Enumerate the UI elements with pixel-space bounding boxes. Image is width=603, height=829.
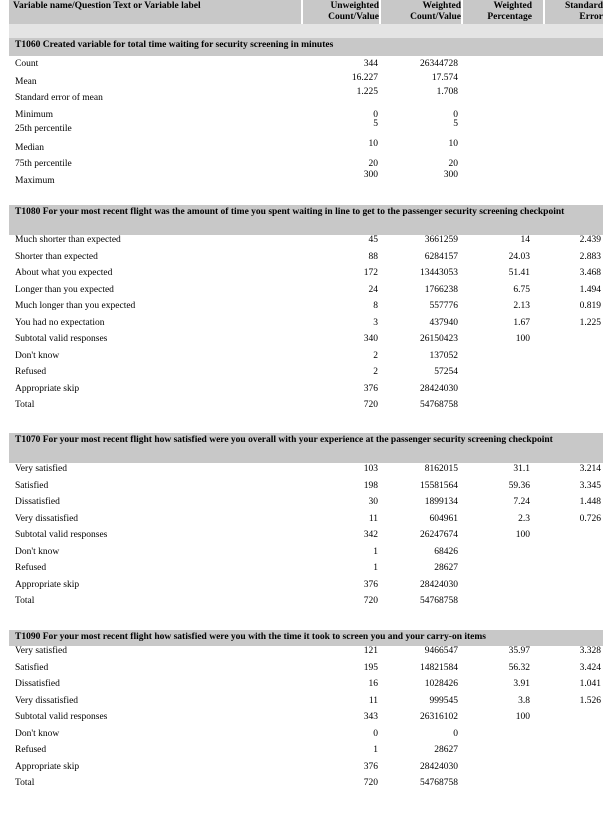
weighted-count: 5 [453,119,458,129]
table-row [0,497,603,513]
section-title: T1080 For your most recent flight was the amount of time you spent waiting in line to get to the passenger security screening checkpoint [9,205,603,235]
standard-error: 3.424 [579,662,601,673]
table-row [0,139,603,159]
row-label: Much shorter than expected [15,235,121,245]
table-row [0,400,603,416]
table-row [0,170,603,192]
unweighted-count: 24 [368,284,378,295]
standard-error: 2.883 [579,251,601,262]
weighted-percentage: 3.91 [513,679,530,689]
weighted-percentage: 1.67 [513,317,530,328]
unweighted-count: 198 [363,480,378,491]
weighted-percentage: 59.36 [508,480,530,491]
table-header [9,0,603,24]
weighted-count: 9466547 [424,646,458,656]
row-label: Satisfied [15,480,49,491]
weighted-percentage: 7.24 [513,497,530,507]
header-weighted-count: Weighted Count/Value [381,0,461,24]
table-row [0,696,603,712]
table-row [0,646,603,662]
table-row [0,384,603,400]
table-row [0,351,603,367]
unweighted-count: 376 [363,761,378,772]
section-title: T1060 Created variable for total time waiting for security screening in minutes [9,38,603,56]
unweighted-count: 342 [363,530,378,540]
table-row [0,285,603,301]
row-label: Count [15,59,39,69]
unweighted-count: 1 [373,546,378,557]
row-label: Subtotal valid responses [15,530,108,540]
row-label: Mean [15,77,37,87]
weighted-count: 17.574 [431,73,458,83]
table-row [0,301,603,317]
weighted-count: 13443053 [420,268,458,278]
table-row [0,729,603,745]
unweighted-count: 1 [373,745,378,755]
weighted-count: 1028426 [424,679,458,689]
weighted-percentage: 14 [520,235,530,245]
weighted-percentage: 3.8 [518,695,530,706]
standard-error: 3.328 [579,646,601,656]
unweighted-count: 11 [368,695,378,706]
unweighted-count: 340 [363,334,378,344]
weighted-percentage: 31.1 [513,464,530,474]
row-label: Don't know [15,350,60,361]
weighted-count: 28627 [434,563,458,573]
unweighted-count: 45 [368,235,378,245]
unweighted-count: 720 [363,778,378,788]
row-label: Don't know [15,546,60,557]
table-row [0,87,603,109]
weighted-count: 137052 [429,350,458,361]
table-row [0,580,603,596]
unweighted-count: 121 [363,646,378,656]
table-row [0,679,603,695]
standard-error: 0.819 [579,301,601,311]
row-label: Refused [15,367,47,377]
unweighted-count: 343 [363,712,378,722]
standard-error: 0.726 [579,513,601,524]
unweighted-count: 8 [373,301,378,311]
table-row [0,367,603,383]
standard-error: 1.041 [579,679,601,689]
unweighted-count: 3 [373,317,378,328]
unweighted-count: 16.227 [351,73,378,83]
row-label: Much longer than you expected [15,301,136,311]
table-row [0,514,603,530]
row-label: Satisfied [15,662,49,673]
header-weighted-percentage: Weighted Percentage [463,0,543,24]
header-variable-label: Variable name/Question Text or Variable label [9,0,301,24]
weighted-percentage: 100 [515,712,530,722]
weighted-count: 54768758 [420,596,458,606]
table-row [0,318,603,334]
row-label: 25th percentile [15,124,72,134]
header-spacer [9,24,603,38]
weighted-count: 999545 [429,695,458,706]
table-row [0,712,603,728]
row-label: 75th percentile [15,159,72,169]
weighted-count: 10 [448,139,458,149]
weighted-percentage: 100 [515,530,530,540]
table-row [0,745,603,761]
header-unweighted-count: Unweighted Count/Value [303,0,379,24]
table-row [0,530,603,546]
weighted-percentage: 6.75 [513,284,530,295]
unweighted-count: 300 [363,170,378,180]
unweighted-count: 195 [363,662,378,673]
weighted-percentage: 2.13 [513,301,530,311]
table-row [0,252,603,268]
table-row [0,596,603,612]
weighted-count: 1.708 [436,87,458,97]
standard-error: 1.225 [579,317,601,328]
row-label: Total [15,778,35,788]
weighted-percentage: 56.32 [508,662,530,673]
row-label: Total [15,400,35,410]
weighted-percentage: 100 [515,334,530,344]
weighted-count: 1766238 [424,284,458,295]
weighted-count: 15581564 [420,480,458,491]
section-title: T1070 For your most recent flight how satisfied were you overall with your experience at the passenger security screening checkpoint [9,433,603,463]
unweighted-count: 0 [373,110,378,120]
row-label: Very satisfied [15,464,67,474]
unweighted-count: 30 [368,497,378,507]
table-row [0,762,603,778]
table-row [0,59,603,75]
row-label: Appropriate skip [15,579,80,590]
unweighted-count: 88 [368,251,378,262]
row-label: About what you expected [15,268,113,278]
table-row [0,778,603,794]
table-row [0,464,603,480]
row-label: Longer than you expected [15,284,114,295]
row-label: Minimum [15,110,54,120]
row-label: Subtotal valid responses [15,712,108,722]
weighted-count: 26316102 [420,712,458,722]
standard-error: 3.214 [579,464,601,474]
row-label: Median [15,143,45,153]
weighted-count: 604961 [429,513,458,524]
unweighted-count: 2 [373,350,378,361]
row-label: Appropriate skip [15,383,80,394]
row-label: Very dissatisfied [15,695,79,706]
row-label: Appropriate skip [15,761,80,772]
weighted-count: 300 [443,170,458,180]
weighted-count: 20 [448,159,458,169]
weighted-count: 26247674 [420,530,458,540]
row-label: Standard error of mean [15,93,103,103]
standard-error: 1.494 [579,284,601,295]
weighted-count: 8162015 [424,464,458,474]
row-label: Don't know [15,728,60,739]
unweighted-count: 376 [363,579,378,590]
row-label: You had no expectation [15,317,105,328]
weighted-count: 54768758 [420,778,458,788]
row-label: Shorter than expected [15,251,98,262]
unweighted-count: 103 [363,464,378,474]
unweighted-count: 720 [363,596,378,606]
unweighted-count: 720 [363,400,378,410]
standard-error: 3.468 [579,268,601,278]
unweighted-count: 172 [363,268,378,278]
table-row [0,119,603,140]
table-row [0,663,603,679]
table-row [0,73,603,93]
weighted-count: 28627 [434,745,458,755]
row-label: Total [15,596,35,606]
row-label: Maximum [15,176,55,186]
table-row [0,563,603,579]
table-row [0,159,603,175]
weighted-count: 437940 [429,317,458,328]
unweighted-count: 1 [373,563,378,573]
standard-error: 1.526 [579,695,601,706]
weighted-count: 1899134 [424,497,458,507]
table-row [0,547,603,563]
weighted-percentage: 24.03 [508,251,530,262]
unweighted-count: 2 [373,367,378,377]
unweighted-count: 344 [363,59,378,69]
unweighted-count: 1.225 [356,87,378,97]
weighted-count: 68426 [434,546,458,557]
row-label: Very satisfied [15,646,67,656]
row-label: Dissatisfied [15,679,60,689]
weighted-percentage: 2.3 [518,513,530,524]
header-standard-error: Standard Error [545,0,603,24]
weighted-percentage: 35.97 [508,646,530,656]
table-row [0,268,603,284]
weighted-count: 0 [453,110,458,120]
section-title: T1090 For your most recent flight how satisfied were you with the time it took to screen you and your carry-on items [9,630,603,646]
weighted-count: 14821584 [420,662,458,673]
unweighted-count: 10 [368,139,378,149]
weighted-count: 28424030 [420,383,458,394]
table-row [0,481,603,497]
standard-error: 2.439 [579,235,601,245]
weighted-count: 28424030 [420,579,458,590]
weighted-count: 557776 [429,301,458,311]
weighted-count: 54768758 [420,400,458,410]
unweighted-count: 11 [368,513,378,524]
weighted-count: 0 [453,728,458,739]
weighted-count: 57254 [434,367,458,377]
unweighted-count: 5 [373,119,378,129]
unweighted-count: 376 [363,383,378,394]
standard-error: 3.345 [579,480,601,491]
table-row [0,334,603,350]
unweighted-count: 16 [368,679,378,689]
weighted-count: 3661259 [424,235,458,245]
weighted-count: 6284157 [424,251,458,262]
row-label: Subtotal valid responses [15,334,108,344]
row-label: Very dissatisfied [15,513,79,524]
table-row [0,235,603,251]
standard-error: 1.448 [579,497,601,507]
row-label: Refused [15,745,47,755]
unweighted-count: 20 [368,159,378,169]
unweighted-count: 0 [373,728,378,739]
weighted-count: 26150423 [420,334,458,344]
weighted-count: 28424030 [420,761,458,772]
row-label: Dissatisfied [15,497,60,507]
weighted-count: 26344728 [420,59,458,69]
row-label: Refused [15,563,47,573]
weighted-percentage: 51.41 [508,268,530,278]
